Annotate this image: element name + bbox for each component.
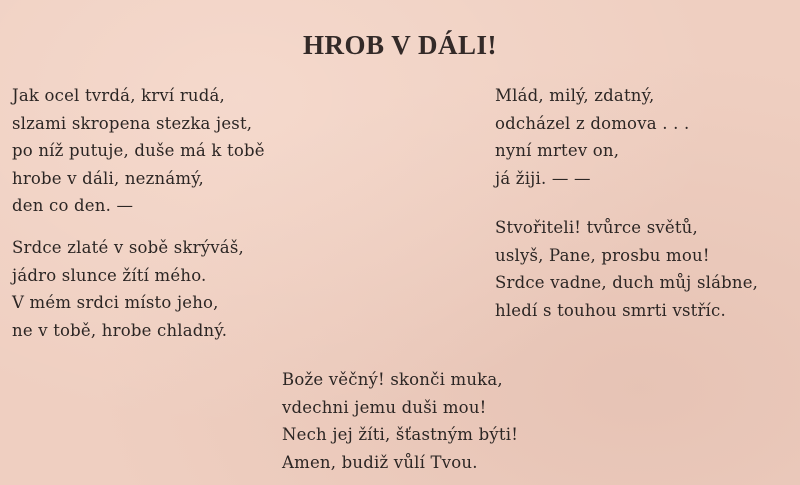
- stanza-1: [12, 82, 265, 220]
- stanza-4: [495, 214, 758, 324]
- poem-line: hledí s touhou smrti vstříc.: [495, 300, 726, 320]
- poem-line: Jak ocel tvrdá, krví rudá,: [12, 86, 225, 105]
- poem-line: jádro slunce žítí mého.: [12, 265, 207, 285]
- poem-line: Amen, budiž vůlí Tvou.: [282, 452, 478, 472]
- poem-line: V mém srdci místo jeho,: [12, 293, 219, 312]
- stanza-2: [12, 234, 244, 344]
- poem-line: ne v tobě, hrobe chladný.: [12, 320, 228, 340]
- poem-line: Mlád, milý, zdatný,: [495, 86, 655, 105]
- poem-line: Stvořiteli! tvůrce světů,: [495, 218, 698, 237]
- poem-line: vdechni jemu duši mou!: [282, 397, 487, 417]
- poem-line: slzami skropena stezka jest,: [12, 113, 253, 133]
- poem-line: Nech jej žíti, šťastným býti!: [282, 425, 519, 444]
- poem-line: nyní mrtev on,: [495, 141, 620, 160]
- poem-line: Srdce zlaté v sobě skrýváš,: [12, 238, 244, 257]
- poem-line: odcházel z domova . . .: [495, 113, 690, 133]
- stanza-3: [495, 82, 689, 192]
- poem-title: HROB V DÁLI!: [302, 30, 498, 61]
- poem-line: Bože věčný! skonči muka,: [282, 370, 503, 389]
- poem-line: Srdce vadne, duch můj slábne,: [495, 273, 759, 292]
- poem-line: já žiji. — —: [495, 168, 591, 188]
- poem-line: den co den. —: [12, 196, 134, 215]
- poem-line: uslyš, Pane, prosbu mou!: [495, 245, 710, 265]
- poem-line: po níž putuje, duše má k tobě: [12, 141, 265, 160]
- poem-line: hrobe v dáli, neznámý,: [12, 168, 204, 188]
- stanza-5: [282, 366, 518, 476]
